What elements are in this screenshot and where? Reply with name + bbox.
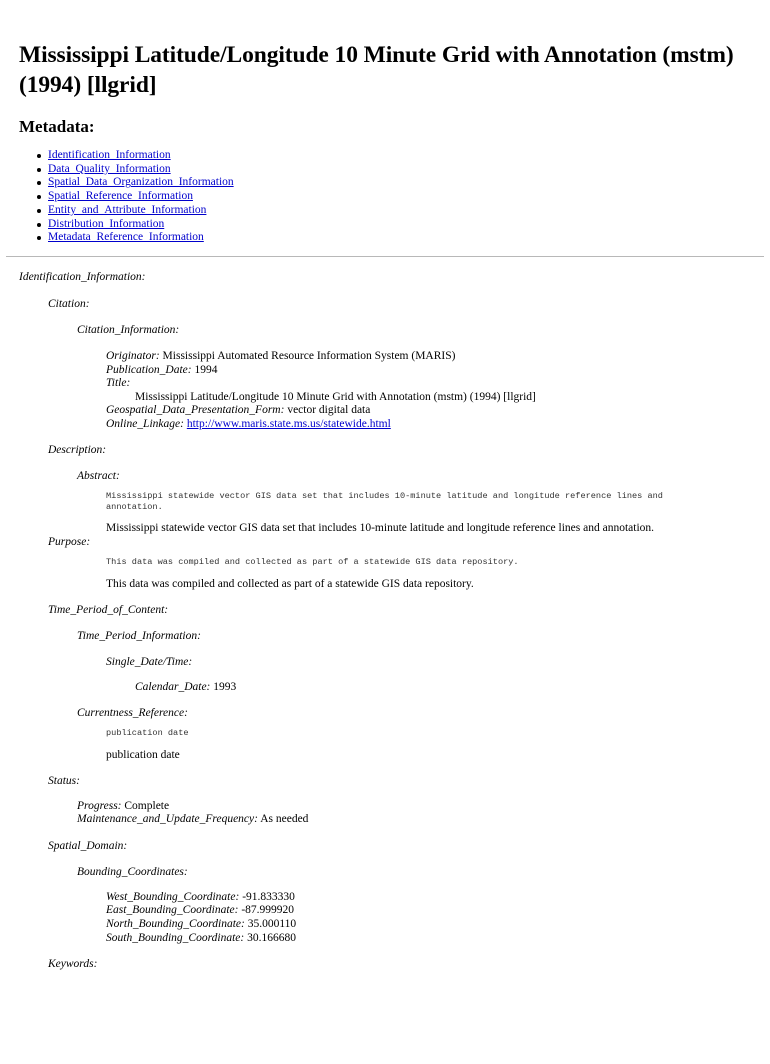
single-date-label: Single_Date/Time: — [106, 655, 193, 668]
toc-item — [48, 176, 751, 190]
citation-label: Citation: — [48, 297, 90, 310]
publication-date-label: Publication_Date: — [106, 363, 192, 376]
title-label: Title: — [106, 377, 131, 390]
divider — [6, 256, 764, 257]
presentation-form-label: Geospatial_Data_Presentation_Form: — [106, 404, 285, 417]
description-label: Description: — [48, 444, 107, 457]
status-block — [77, 800, 751, 827]
abstract-text: Mississippi statewide vector GIS data set that includes 10-minute latitude and longitude reference lines and annotation. — [106, 522, 655, 535]
spatial-domain-label: Spatial_Domain: — [48, 839, 128, 852]
update-frequency-label: Maintenance_and_Update_Frequency: — [77, 813, 258, 826]
currentness-preformatted: publication date — [106, 728, 189, 739]
currentness-block — [106, 728, 751, 761]
time-period-information-label: Time_Period_Information: — [77, 629, 201, 642]
currentness-reference-label: Currentness_Reference: — [77, 707, 188, 720]
east-row — [106, 904, 751, 918]
purpose-block — [106, 557, 751, 590]
status-label: Status: — [48, 774, 80, 787]
south-label: South_Bounding_Coordinate: — [106, 931, 245, 944]
publication-date-row — [106, 364, 751, 378]
purpose-label: Purpose: — [48, 536, 91, 549]
time-period-label: Time_Period_of_Content: — [48, 603, 169, 616]
toc-item — [48, 204, 751, 218]
publication-date-value: 1994 — [194, 363, 218, 376]
south-row — [106, 932, 751, 946]
online-linkage-link[interactable]: http://www.maris.state.ms.us/statewide.html — [186, 417, 391, 430]
calendar-date-label: Calendar_Date: — [135, 680, 211, 693]
calendar-date-row — [135, 681, 751, 695]
west-label: West_Bounding_Coordinate: — [106, 890, 240, 903]
keywords-label: Keywords: — [48, 958, 98, 971]
purpose-preformatted: This data was compiled and collected as part of a statewide GIS data repository. — [106, 557, 519, 568]
originator-value: Mississippi Automated Resource Information System (MARIS) — [162, 349, 456, 362]
toc-link-data-quality[interactable]: Data_Quality_Information — [48, 162, 171, 175]
citation-information-label: Citation_Information: — [77, 323, 180, 336]
title-value: Mississippi Latitude/Longitude 10 Minute Grid with Annotation (mstm) (1994) [llgrid] — [135, 390, 536, 403]
online-linkage-row — [106, 418, 751, 432]
south-value: 30.166680 — [247, 931, 296, 944]
north-value: 35.000110 — [247, 918, 297, 931]
toc-item — [48, 163, 751, 177]
toc-link-spatial-reference[interactable]: Spatial_Reference_Information — [48, 190, 193, 203]
page-title: Mississippi Latitude/Longitude 10 Minute Grid with Annotation (mstm) (1994) [llgrid] — [19, 42, 734, 98]
metadata-heading: Metadata: — [19, 117, 95, 136]
toc-link-spatial-data-organization[interactable]: Spatial_Data_Organization_Information — [48, 176, 234, 189]
toc-link-entity-attribute[interactable]: Entity_and_Attribute_Information — [48, 203, 207, 216]
update-frequency-row — [77, 813, 751, 827]
abstract-label: Abstract: — [77, 470, 120, 483]
east-value: -87.999920 — [241, 904, 295, 917]
identification-information-label: Identification_Information: — [19, 270, 146, 283]
calendar-date-value: 1993 — [213, 680, 237, 693]
presentation-form-row — [106, 404, 751, 418]
bounding-block — [106, 891, 751, 945]
progress-label: Progress: — [77, 799, 122, 812]
progress-row — [77, 800, 751, 814]
update-frequency-value: As needed — [260, 813, 309, 826]
toc-item — [48, 190, 751, 204]
originator-label: Originator: — [106, 349, 160, 362]
toc-item — [48, 149, 751, 163]
north-label: North_Bounding_Coordinate: — [106, 918, 245, 931]
toc-link-identification[interactable]: Identification_Information — [48, 149, 171, 161]
purpose-text: This data was compiled and collected as part of a statewide GIS data repository. — [106, 577, 474, 590]
abstract-preformatted: Mississippi statewide vector GIS data set that includes 10-minute latitude and longitude reference lines and annotation. — [106, 491, 663, 512]
east-label: East_Bounding_Coordinate: — [106, 904, 239, 917]
citation-block — [106, 350, 751, 432]
table-of-contents — [19, 149, 751, 245]
toc-link-metadata-reference[interactable]: Metadata_Reference_Information — [48, 231, 204, 244]
toc-item — [48, 218, 751, 232]
west-row — [106, 891, 751, 905]
toc-link-distribution[interactable]: Distribution_Information — [48, 217, 165, 230]
currentness-text: publication date — [106, 748, 180, 761]
presentation-form-value: vector digital data — [287, 404, 371, 417]
west-value: -91.833330 — [242, 890, 295, 903]
abstract-block — [106, 491, 751, 535]
online-linkage-label: Online_Linkage: — [106, 417, 184, 430]
originator-row — [106, 350, 751, 364]
metadata-page — [0, 40, 770, 971]
bounding-coordinates-label: Bounding_Coordinates: — [77, 865, 188, 878]
north-row — [106, 918, 751, 932]
toc-item — [48, 231, 751, 245]
progress-value: Complete — [124, 799, 170, 812]
